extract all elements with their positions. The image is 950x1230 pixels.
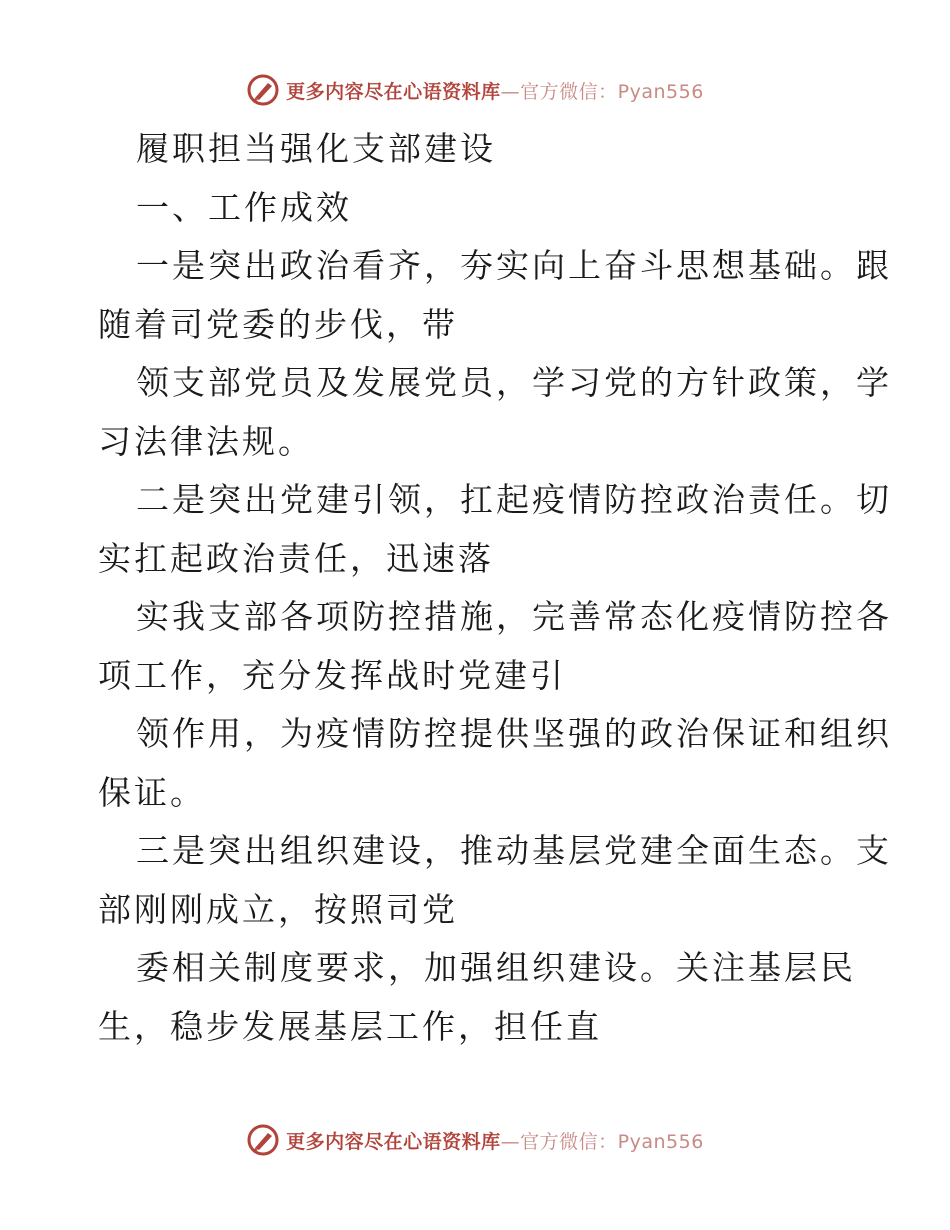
paragraph-line: 一是突出政治看齐，夯实向上奋斗思想基础。跟 — [136, 246, 892, 285]
document-title: 履职担当强化支部建设 — [136, 129, 496, 168]
paragraph-line: 生，稳步发展基层工作，担任直 — [98, 1006, 602, 1046]
paragraph — [98, 822, 892, 939]
paragraph — [98, 705, 892, 822]
paragraph-line: 领作用，为疫情防控提供坚强的政治保证和组织 — [136, 714, 892, 753]
paragraph-line: 二是突出党建引领，扛起疫情防控政治责任。切 — [136, 480, 892, 519]
paragraph — [98, 471, 892, 588]
pen-circle-logo-icon — [246, 1123, 280, 1157]
paragraph-line: 领支部党员及发展党员，学习党的方针政策，学 — [136, 363, 892, 402]
footer-watermark — [0, 1120, 950, 1160]
paragraph-line: 随着司党委的步伐，带 — [98, 304, 458, 344]
paragraph-line: 项工作，充分发挥战时党建引 — [98, 655, 566, 695]
paragraph-line: 三是突出组织建设，推动基层党建全面生态。支 — [136, 831, 892, 870]
section-heading: 一、工作成效 — [136, 187, 352, 227]
paragraph — [98, 939, 858, 1056]
header-watermark — [0, 70, 950, 110]
paragraph-line: 部刚刚成立，按照司党 — [98, 889, 458, 929]
pen-circle-logo-icon — [246, 73, 280, 107]
watermark-text: 更多内容尽在心语资料库—官方微信：Pyan556 — [286, 1130, 704, 1153]
document-body — [98, 120, 892, 1056]
paragraph-line: 习法律法规。 — [98, 421, 314, 461]
paragraph — [98, 588, 892, 705]
paragraph — [98, 237, 892, 354]
paragraph-line: 实我支部各项防控措施，完善常态化疫情防控各 — [136, 597, 892, 636]
paragraph-line: 委相关制度要求，加强组织建设。关注基层民 — [136, 948, 856, 987]
paragraph-line: 保证。 — [98, 772, 206, 812]
watermark-text: 更多内容尽在心语资料库—官方微信：Pyan556 — [286, 80, 704, 103]
paragraph — [98, 354, 892, 471]
paragraph-line: 实扛起政治责任，迅速落 — [98, 538, 494, 578]
